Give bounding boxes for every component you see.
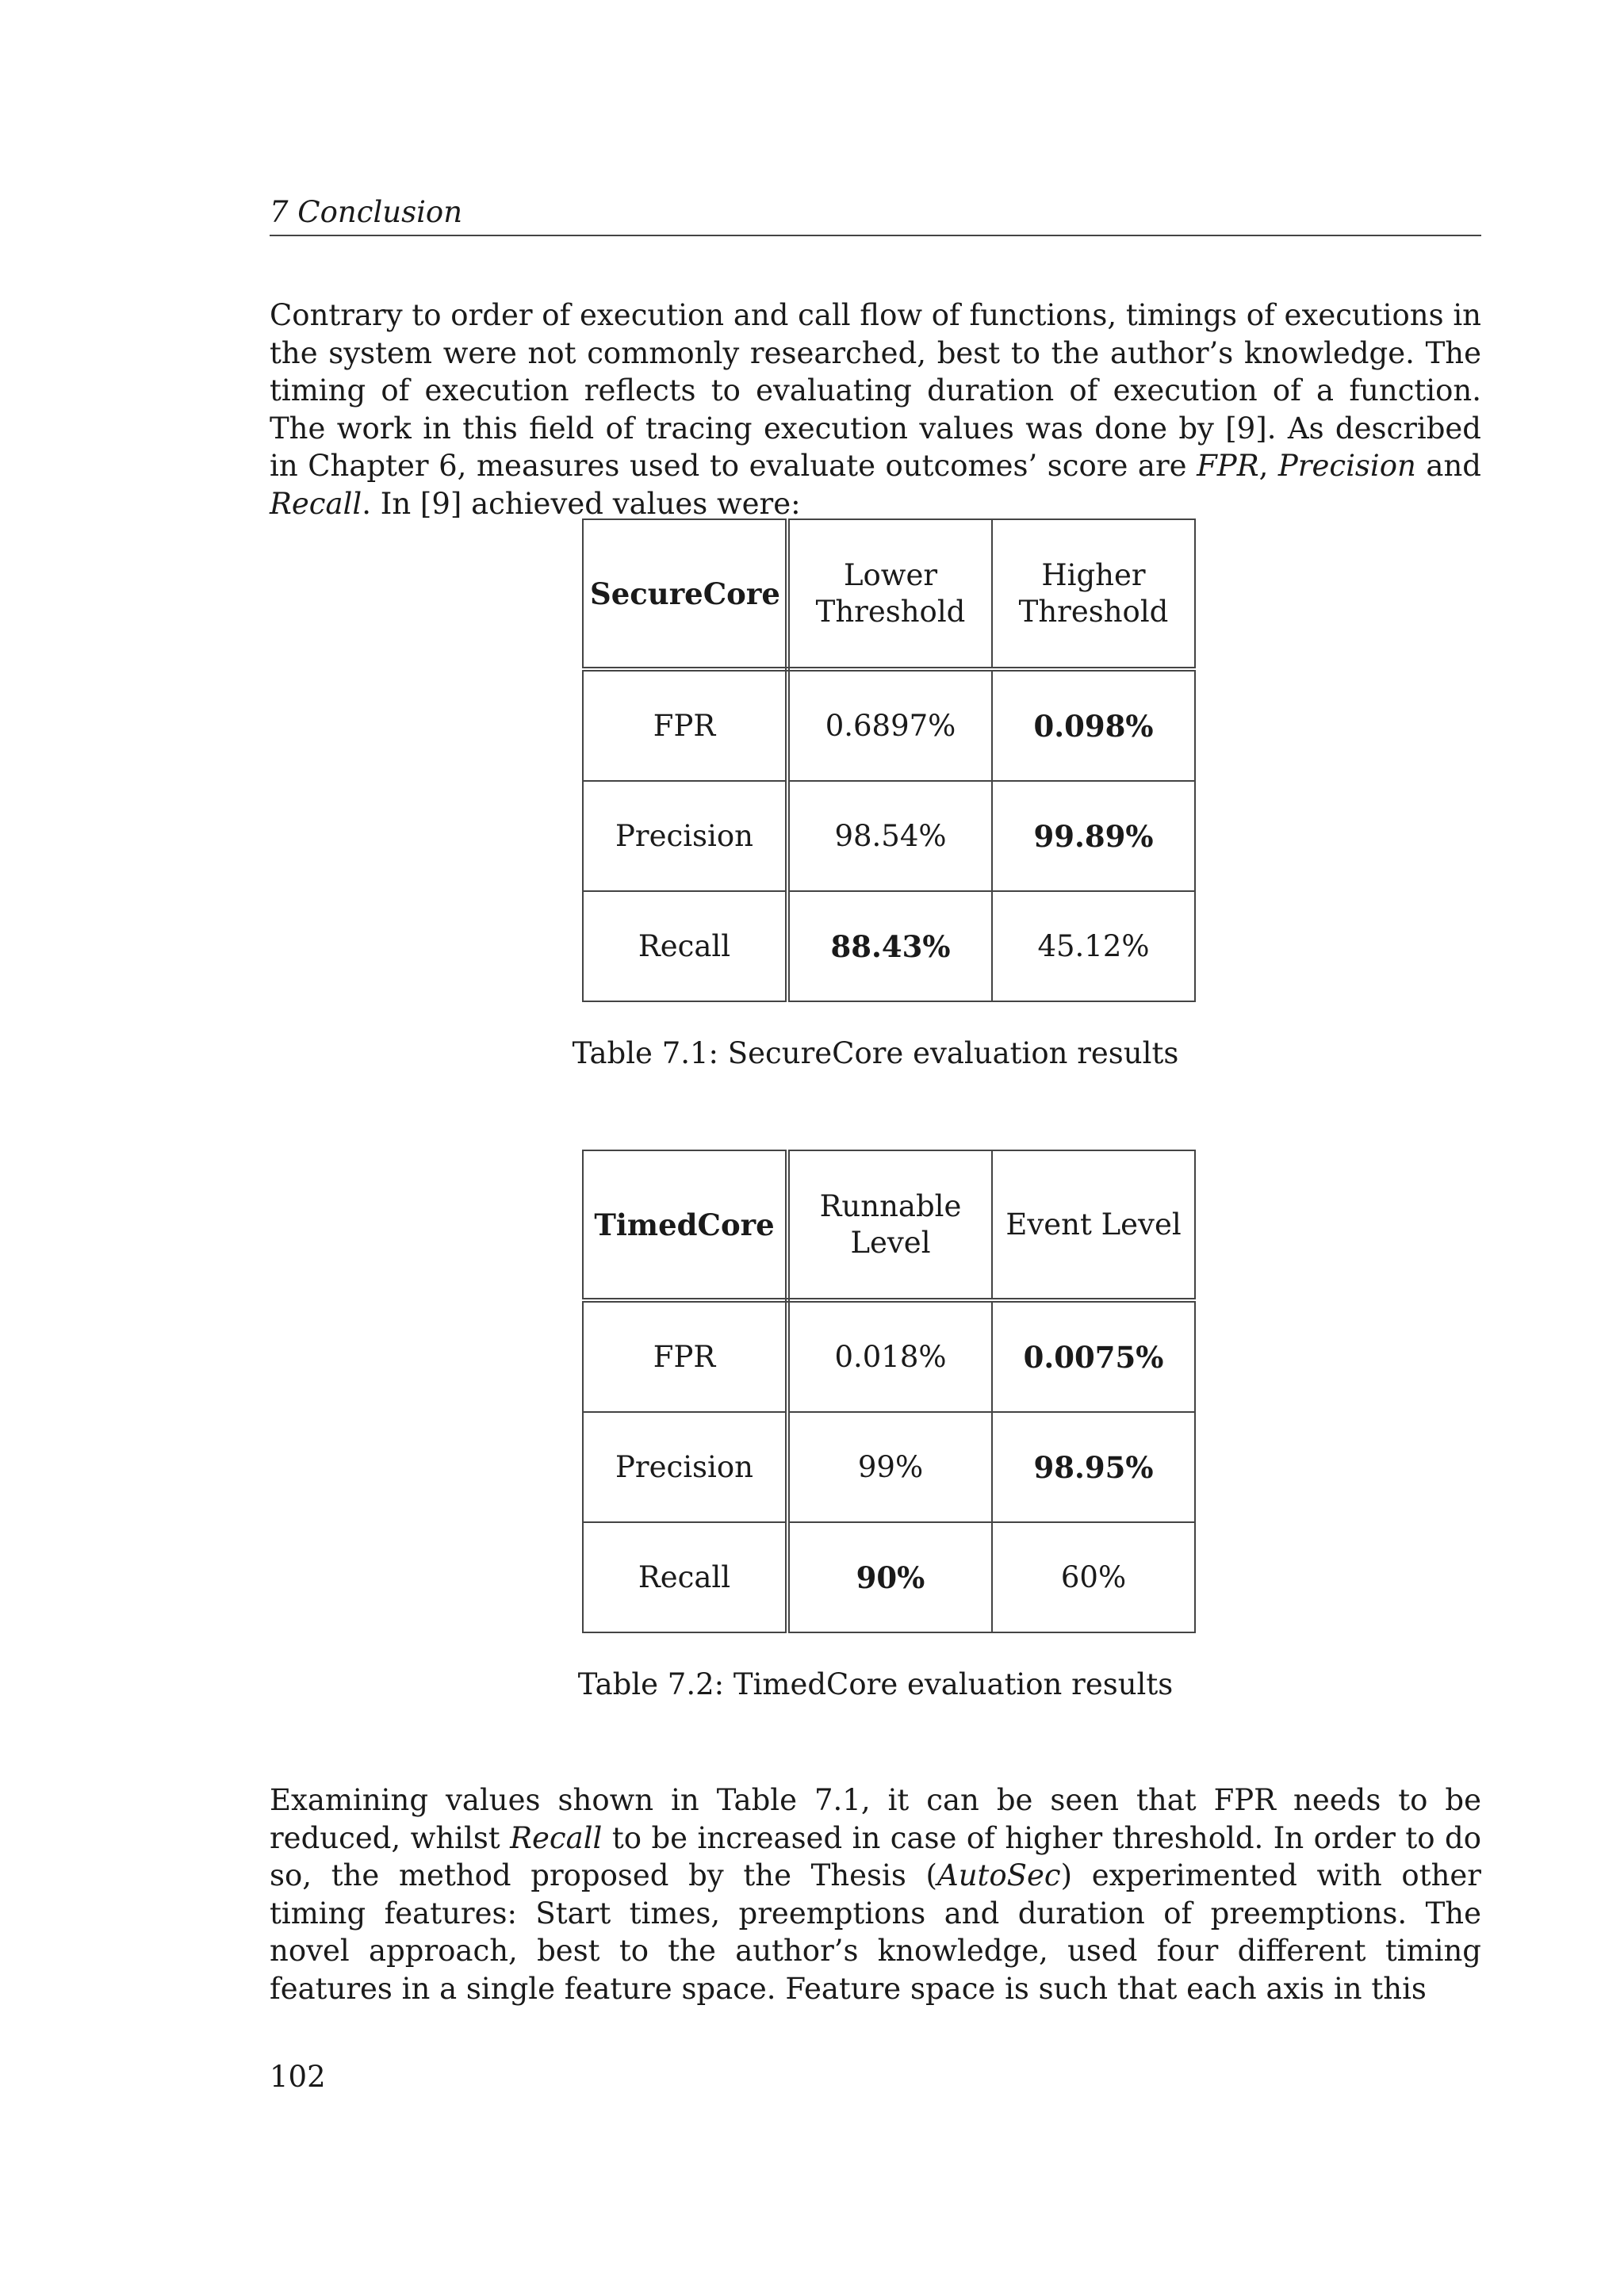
column-header: Higher Threshold [992,519,1195,669]
table-row [583,669,1195,781]
paragraph-text: Examining values shown in Table 7.1, it can be seen that FPR needs to be reduced, whilst [270,1783,1481,1855]
table-row [583,781,1195,891]
column-header: Lower Threshold [787,519,992,669]
table-caption: Table 7.2: TimedCore evaluation results [577,1667,1174,1701]
table-cell-best: 99.89% [992,781,1195,891]
term-fpr: FPR [1197,449,1259,483]
table-cell-best: 88.43% [787,891,992,1001]
paragraph-discussion [270,1781,1481,2007]
row-label: Recall [583,891,787,1001]
table-cell-best: 90% [787,1522,992,1632]
table-cell: 60% [992,1522,1195,1632]
table-cell: 98.54% [787,781,992,891]
column-header: Event Level [992,1150,1195,1300]
separator: and [1415,449,1481,483]
row-label: Precision [583,1412,787,1522]
term-recall: Recall [270,486,362,521]
row-label: FPR [583,1300,787,1412]
page-number: 102 [270,2060,326,2094]
table-corner-label: SecureCore [583,519,787,669]
table-header-row [583,519,1195,669]
row-label: FPR [583,669,787,781]
timedcore-table [582,1150,1196,1633]
chapter-title: 7 Conclusion [270,195,463,229]
column-header: Runnable Level [787,1150,992,1300]
table-cell: 0.6897% [787,669,992,781]
table-cell-best: 0.0075% [992,1300,1195,1412]
paragraph-text: to be increased in case of higher threshold. In order to do so, the method proposed by the Thesis ( [270,1820,1481,1892]
separator: , [1258,449,1278,483]
table-row [583,1522,1195,1632]
term-recall: Recall [510,1820,603,1855]
term-autosec: AutoSec [936,1858,1061,1892]
table-corner-label: TimedCore [583,1150,787,1300]
table-cell: 0.018% [787,1300,992,1412]
paragraph-text: Contrary to order of execution and call flow of functions, timings of executions in the system were not commonly researched, best to the author’s knowledge. The timing of execution reflects to evaluating duration of execution of a function. The work in this field of tracing execution values was done by [9]. As described in Chapter 6, measures used to evaluate outcomes’ score are [270,298,1481,483]
running-header [270,195,1481,236]
table-row [583,891,1195,1001]
table-cell-best: 98.95% [992,1412,1195,1522]
table-caption: Table 7.1: SecureCore evaluation results [572,1036,1179,1070]
paragraph-text: ) experimented with other timing features: Start times, preemptions and duration of preemptions. The novel approach, best to the author’s knowledge, used four different timing features in a single feature space. Feature space is such that each axis in this [270,1858,1481,2006]
row-label: Precision [583,781,787,891]
paragraph-intro [270,297,1481,522]
securecore-table [582,519,1196,1002]
row-label: Recall [583,1522,787,1632]
table-cell: 99% [787,1412,992,1522]
table-row [583,1412,1195,1522]
table-cell-best: 0.098% [992,669,1195,781]
table-cell: 45.12% [992,891,1195,1001]
table-row [583,1300,1195,1412]
table-header-row [583,1150,1195,1300]
term-precision: Precision [1277,449,1416,483]
paragraph-text: . In [9] achieved values were: [362,486,801,521]
